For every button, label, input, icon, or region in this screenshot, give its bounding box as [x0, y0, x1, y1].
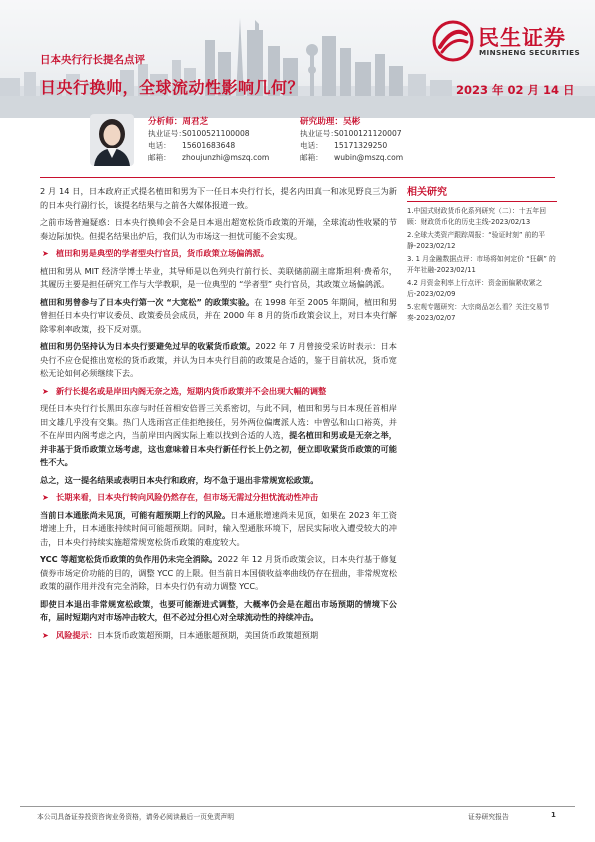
analyst-role: 分析师： — [148, 117, 183, 127]
section-heading: ➤ 植田和男是典型的学者型央行官员，货币政策立场偏鸽派。 — [40, 247, 397, 261]
footer-doc-type: 证券研究报告 — [468, 813, 509, 821]
analyst-info-1 — [148, 116, 269, 164]
phone-number: 15171329250 — [334, 141, 388, 150]
logo-english-name: MINSHENG SECURITIES — [479, 48, 581, 57]
email-link[interactable]: wubin@mszq.com — [334, 153, 404, 162]
minsheng-logo-icon — [432, 20, 474, 62]
email-link[interactable]: zhoujunzhi@mszq.com — [182, 153, 270, 162]
license-label: 执业证号： — [148, 129, 186, 138]
related-research-link[interactable]: 5.宏观专题研究：大宗商品怎么看？关注交易节奏-2023/02/07 — [407, 303, 550, 322]
analyst-avatar — [90, 114, 134, 166]
paragraph: 即使日本退出非常规宽松政策，也要可能渐进式调整，大概率仍会是在超出市场预期的情境下公布，届时短期内对市场冲击较大，但不必过分担心对全球流动性的持续冲击。 — [40, 598, 397, 622]
analyst-role: 研究助理： — [300, 117, 343, 127]
paragraph: 2 月 14 日，日本政府正式提名植田和男为下一任日本央行行长，提名内田真一和冰见野良三为新的日本央行副行长，该提名结果与之前各大媒体报道一致。 — [40, 186, 397, 210]
report-body — [40, 185, 397, 646]
phone-label: 电话： — [148, 141, 171, 150]
footer-divider — [20, 806, 575, 807]
footer-disclaimer: 本公司具备证券投资咨询业务资格，请务必阅读最后一页免责声明 — [37, 813, 235, 821]
paragraph: 之前市场普遍疑惑：日本央行换帅会不会是日本退出超宽松货币政策的开端，全球流动性收紧的节奏边际加快。但提名结果出炉后，我们认为市场这一担忧可能不会实现。 — [40, 217, 397, 241]
paragraph: YCC 等超宽松货币政策的负作用仍未完全消除。2022 年 12 月货币政策会议，日本央行基于修复债券市场定价功能的目的，调整 YCC 的上限。但当前日本国债收益率曲线仍存在扭曲，非常规宽松政策的副作用并没有完全消除，日本央行仍有动力调整 YCC。 — [40, 554, 397, 591]
license-number: S0100521100008 — [182, 129, 250, 138]
license-label: 执业证号： — [300, 129, 338, 138]
page-title: 日央行换帅，全球流动性影响几何？ — [40, 78, 305, 97]
related-research-link[interactable]: 3. 1 月金融数据点评：市场将如何定价 “狂飙” 的开年社融-2023/02/11 — [407, 255, 556, 274]
report-series: 日本央行行长提名点评 — [40, 54, 145, 66]
paragraph: 植田和男从 MIT 经济学博士毕业，其导师是以色列央行前行长、美联储前副主席斯坦利·费希尔，其履历主要是担任研究工作与大学教职，是一位典型的 “学者型” 央行官员，其政策立场偏鸽派。 — [40, 265, 397, 289]
paragraph: 现任日本央行行长黑田东彦与时任首相安倍晋三关系密切，与此不同，植田和男与日本现任首相岸田文雄几乎没有交集。热门人选雨宫正佳拒绝接任，另外两位偏鹰派人选：中曾弘和山口裕英，并不在岸田内阁考虑之内，当前岸田内阁实际上难以找到合适的人选，提名植田和男或是无奈之举，并非基于货币政策立场考虑，这也意味着日本央行新任行长上仍之初，便立即收紧货币政策的可能性不大。 — [40, 403, 397, 467]
page-number: 1 — [551, 811, 556, 819]
analyst-name: 周君芝 — [182, 117, 209, 127]
header-divider — [40, 177, 555, 178]
analyst-portrait-icon — [90, 114, 134, 166]
paragraph: 总之，这一提名结果或表明日本央行和政府，均不急于退出非常规宽松政策。 — [40, 474, 319, 485]
arrow-right-icon: ➤ — [42, 630, 49, 640]
analyst-info-2 — [300, 116, 403, 164]
related-research-sidebar — [407, 183, 557, 326]
arrow-right-icon: ➤ — [42, 249, 49, 258]
risk-warning: ➤ 风险提示：日本货币政策超预期，日本通胀超预期，美国货币政策超预期 — [40, 629, 397, 643]
phone-label: 电话： — [300, 141, 323, 150]
minsheng-logo — [432, 20, 582, 64]
report-date: 2023 年 02 月 14 日 — [456, 83, 575, 97]
email-label: 邮箱： — [300, 153, 323, 162]
related-research-link[interactable]: 1.中国式财政货币化系列研究（二）：十五年回顾：财政货币化的历史主线-2023/02/13 — [407, 207, 547, 226]
paragraph: 植田和男仍坚持认为日本央行要避免过早的收紧货币政策。2022 年 7 月曾接受采访时表示：日本央行不应仓促推出宽松的货币政策，并认为日本央行目前的政策是合适的，鉴于目前状况，货币宽松无论如何必须继续下去。 — [40, 341, 397, 378]
arrow-right-icon: ➤ — [42, 386, 49, 396]
section-heading: ➤ 新行长提名或是岸田内阁无奈之选，短期内货币政策并不会出现大幅的调整 — [40, 385, 397, 399]
paragraph: 植田和男曾参与了日本央行第一次 “大宽松” 的政策实验。在 1998 年至 2005 年期间，植田和男曾担任日本央行审议委员、政策委员会成员，并在 2000 年 8 月的货币政策会议上，对日本央行解除零利率政策，投下反对票。 — [40, 296, 397, 334]
phone-number: 15601683648 — [182, 141, 236, 150]
related-research-link[interactable]: 4.2 月资金利率上行点评：资金面偏紧收紧之后-2023/02/09 — [407, 279, 543, 298]
related-research-link[interactable]: 2.全球大类资产跟踪周报：“验证时刻” 前的平静-2023/02/12 — [407, 231, 546, 250]
license-number: S0100121120007 — [334, 129, 402, 138]
logo-chinese-name: 民生证券 — [478, 26, 566, 50]
sidebar-title: 相关研究 — [407, 183, 557, 202]
paragraph: 当前日本通胀尚未见顶，可能有超预期上行的风险。日本通胀增速尚未见顶，如果在 2023 年工资增速上升，日本通胀持续时间可能超预期。同时，输入型通胀环境下，居民实际收入遭受较大的冲击，日本央行持续实施超常规宽松货币政策的难度较大。 — [40, 509, 397, 547]
email-label: 邮箱： — [148, 153, 171, 162]
section-heading: ➤ 长期来看，日本央行转向风险仍然存在，但市场无需过分担忧流动性冲击 — [40, 491, 397, 505]
analyst-name: 吴彬 — [342, 117, 361, 127]
arrow-right-icon: ➤ — [42, 493, 49, 502]
